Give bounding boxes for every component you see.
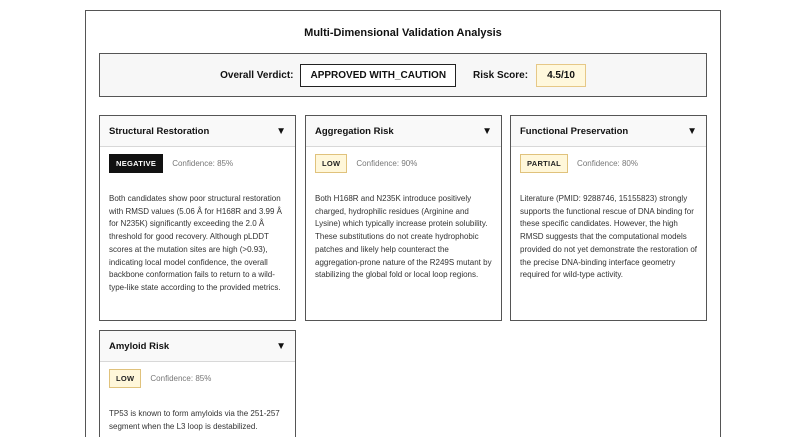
risk-score-value: 4.5/10 xyxy=(536,64,586,87)
confidence-text: Confidence: 85% xyxy=(150,374,212,383)
card-description: Both candidates show poor structural restoration with RMSD values (5.06 Å for H168R and 3.99 Å for N235K) significantly exceeding the 2.0 Å threshold for good recovery. Although pLDDT scores at the mutation sites are high (>0.93), indicating local model confidence, the overall backbone conformation fails to return to a wild-type-like state according to the provided metrics. xyxy=(109,194,282,292)
card-title: Aggregation Risk xyxy=(315,125,394,137)
card-structural-restoration xyxy=(99,115,296,321)
card-description: TP53 is known to form amyloids via the 251-257 segment when the L3 loop is destabilized. xyxy=(109,409,280,431)
verdict-bar xyxy=(99,53,707,97)
chevron-down-icon[interactable]: ▼ xyxy=(276,340,286,352)
chevron-down-icon[interactable]: ▼ xyxy=(276,125,286,137)
card-amyloid-risk xyxy=(99,330,296,437)
card-description: Literature (PMID: 9288746, 15155823) strongly supports the functional rescue of DNA binding for these specific candidates. However, the high RMSD suggests that the computational models provided do not yet demonstrate the restoration of the precise DNA-binding interface geometry required for wild-type activity. xyxy=(520,194,697,280)
card-header[interactable] xyxy=(306,116,501,147)
card-header[interactable] xyxy=(511,116,706,147)
chevron-down-icon[interactable]: ▼ xyxy=(687,125,697,137)
card-header[interactable] xyxy=(100,331,295,362)
verdict-value: APPROVED WITH_CAUTION xyxy=(300,64,456,87)
confidence-text: Confidence: 80% xyxy=(577,159,638,168)
status-badge: LOW xyxy=(109,369,141,388)
confidence-text: Confidence: 85% xyxy=(172,159,234,168)
card-aggregation-risk xyxy=(305,115,502,321)
card-header[interactable] xyxy=(100,116,295,147)
verdict-label: Overall Verdict: xyxy=(220,69,294,81)
status-badge: LOW xyxy=(315,154,347,173)
card-title: Functional Preservation xyxy=(520,125,629,137)
chevron-down-icon[interactable]: ▼ xyxy=(482,125,492,137)
card-functional-preservation xyxy=(510,115,707,321)
validation-panel xyxy=(85,10,721,437)
risk-score-label: Risk Score: xyxy=(473,69,529,81)
status-badge: PARTIAL xyxy=(520,154,568,173)
page-title: Multi-Dimensional Validation Analysis xyxy=(304,27,502,39)
status-badge: NEGATIVE xyxy=(109,154,163,173)
card-description: Both H168R and N235K introduce positively charged, hydrophilic residues (Arginine and Lysine) which typically increase protein solubility. These substitutions do not create hydrophobic patches and likely help counteract the aggregation-prone nature of the R249S mutant by stabilizing the global fold or local loop regions. xyxy=(315,194,492,280)
card-title: Structural Restoration xyxy=(109,125,210,137)
card-title: Amyloid Risk xyxy=(109,340,170,352)
confidence-text: Confidence: 90% xyxy=(356,159,418,168)
